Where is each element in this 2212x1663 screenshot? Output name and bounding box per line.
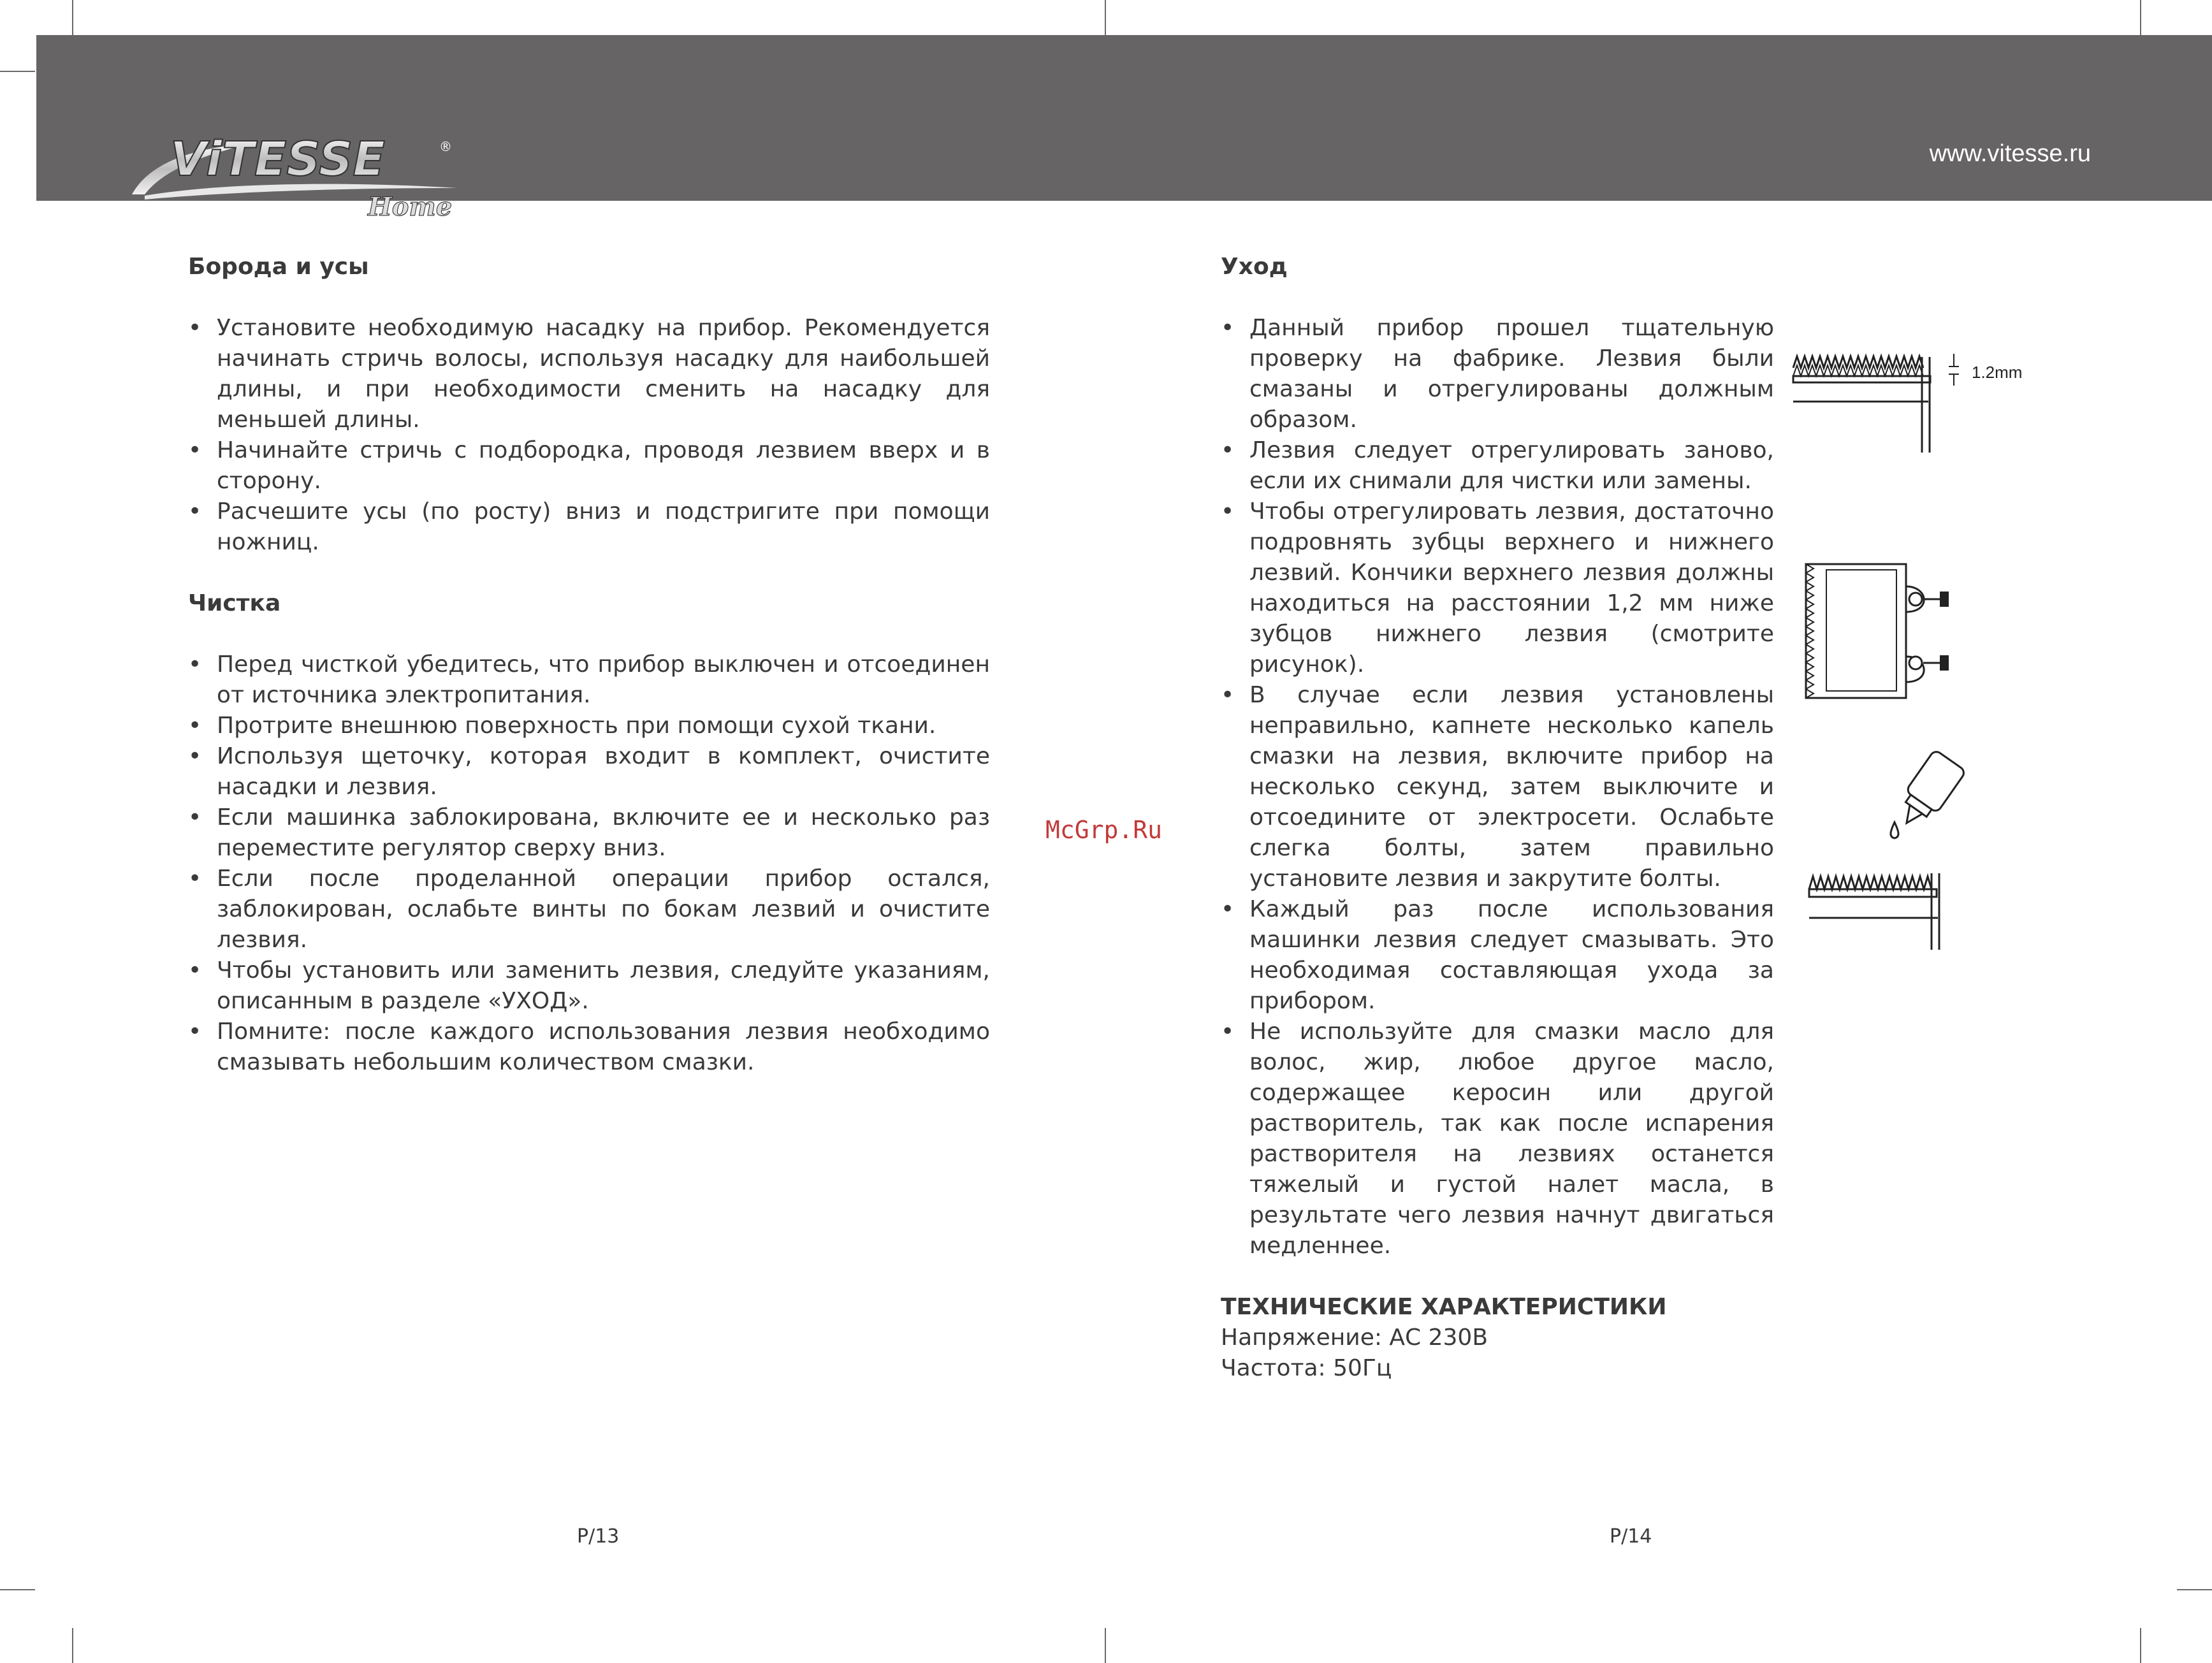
- blade-alignment-figure: [1788, 354, 2037, 459]
- list-item: • Используя щеточку, которая входит в комплект, очистите насадки и лезвия.: [188, 741, 990, 802]
- list-item: • Расчешите усы (по росту) вниз и подстригите при помощи ножниц.: [188, 497, 990, 558]
- list-item: • Протрите внешнюю поверхность при помощи сухой ткани.: [188, 711, 990, 741]
- blade-teeth: [1809, 876, 1932, 889]
- crop-mark: [2140, 1628, 2141, 1663]
- website-url[interactable]: www.vitesse.ru: [1929, 140, 2091, 167]
- watermark: McGrp.Ru: [1045, 816, 1163, 844]
- crop-mark: [72, 0, 73, 35]
- beard-instructions: [188, 313, 990, 558]
- logo-wordmark: ViTESSE: [170, 132, 385, 187]
- crop-mark: [1105, 0, 1106, 35]
- list-item: • Чтобы установить или заменить лезвия, следуйте указаниям, описанным в разделе «УХОД».: [188, 955, 990, 1017]
- spec-frequency: Частота: 50Гц: [1221, 1355, 1392, 1381]
- left-column: [188, 252, 990, 1108]
- screw-head-icon: [1940, 655, 1949, 671]
- blade-screws-figure: [1801, 561, 1967, 701]
- logo-subtitle: Home: [368, 192, 453, 222]
- oil-bottle-figure: [1877, 733, 1973, 848]
- list-item: • Начинайте стричь с подбородка, проводя лезвием вверх и в сторону.: [188, 435, 990, 497]
- section-title-cleaning: Чистка: [188, 590, 281, 616]
- blade-body: [1793, 376, 1930, 382]
- crop-mark: [0, 1589, 35, 1590]
- inner-blade: [1826, 570, 1896, 691]
- list-item: • В случае если лезвия установлены неправильно, капнете несколько капель смазки на лезвия, включите прибор на несколько секунд, затем выключите и отсоедините от электросети. Ослабьте слегка болты, затем правильно установите лезвия и закрутите болты.: [1221, 680, 1774, 894]
- crop-mark: [2140, 0, 2141, 35]
- specs-title: ТЕХНИЧЕСКИЕ ХАРАКТЕРИСТИКИ: [1221, 1294, 1667, 1320]
- blade-teeth: [1806, 564, 1814, 698]
- list-item: • Чтобы отрегулировать лезвия, достаточно подровнять зубцы верхнего и нижнего лезвий. Кончики верхнего лезвия должны находиться на расстоянии 1,2 мм ниже зубцов нижнего лезвия (смотрите рисунок).: [1221, 497, 1774, 680]
- crop-mark: [1105, 1628, 1106, 1663]
- logo-registered: ®: [439, 139, 452, 154]
- crop-mark: [0, 71, 35, 72]
- blade-body: [1809, 889, 1937, 897]
- list-item: • Перед чисткой убедитесь, что прибор выключен и отсоединен от источника электропитания.: [188, 650, 990, 711]
- list-item: • Лезвия следует отрегулировать заново, если их снимали для чистки или замены.: [1221, 435, 1774, 497]
- tech-specs: [1221, 1292, 1774, 1384]
- list-item: • Не используйте для смазки масло для волос, жир, любое другое масло, содержащее керосин или другой растворитель, так как после испарения растворителя на лезвиях останется тяжелый и густой налет масла, в результате чего лезвия начнут двигаться медленнее.: [1221, 1017, 1774, 1261]
- spec-voltage: Напряжение: АС 230В: [1221, 1325, 1488, 1351]
- section-title-care: Уход: [1221, 254, 1288, 280]
- blade-plate: [1806, 564, 1906, 698]
- blade-lubricated-figure: [1804, 870, 1957, 956]
- page-number-left: P/13: [577, 1525, 620, 1548]
- list-item: • Каждый раз после использования машинки лезвия следует смазывать. Это необходимая составляющая ухода за прибором.: [1221, 894, 1774, 1017]
- cleaning-instructions: [188, 650, 990, 1078]
- dimension-label: 1.2mm: [1972, 363, 2023, 382]
- oil-drop-icon: [1891, 822, 1898, 838]
- screw-hole-icon: [1909, 657, 1922, 669]
- right-column: [1221, 252, 1774, 1384]
- crop-mark: [2177, 1589, 2212, 1590]
- list-item: • Установите необходимую насадку на прибор. Рекомендуется начинать стричь волосы, используя насадку для наибольшей длины, и при необходимости сменить на насадку для меньшей длины.: [188, 313, 990, 435]
- crop-mark: [72, 1628, 73, 1663]
- vitesse-logo: [126, 99, 483, 226]
- blade-teeth-lower: [1793, 365, 1923, 376]
- list-item: • Если после проделанной операции прибор остался, заблокирован, ослабьте винты по бокам лезвий и очистите лезвия.: [188, 864, 990, 955]
- list-item: • Если машинка заблокирована, включите ее и несколько раз переместите регулятор сверху вниз.: [188, 802, 990, 864]
- header-band: [36, 35, 2212, 222]
- care-instructions: [1221, 313, 1774, 1261]
- page-number-right: P/14: [1610, 1525, 1652, 1548]
- list-item: • Данный прибор прошел тщательную проверку на фабрике. Лезвия были смазаны и отрегулированы должным образом.: [1221, 313, 1774, 435]
- screw-head-icon: [1940, 592, 1949, 607]
- screw-hole-icon: [1909, 593, 1922, 606]
- list-item: • Помните: после каждого использования лезвия необходимо смазывать небольшим количеством смазки.: [188, 1017, 990, 1078]
- section-title-beard: Борода и усы: [188, 254, 369, 280]
